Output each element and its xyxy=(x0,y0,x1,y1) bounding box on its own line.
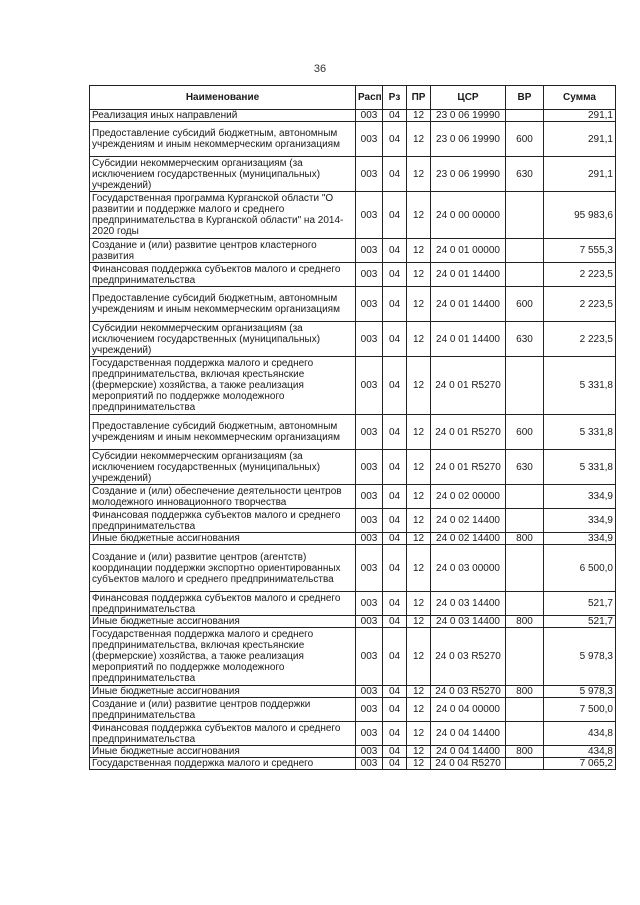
cell-csr: 24 0 03 14400 xyxy=(431,592,506,616)
cell-sum: 434,8 xyxy=(544,746,616,758)
cell-name: Создание и (или) развитие центров (агентств) координации поддержки экспортно ориентированных субъектов малого и среднего предпринимательства xyxy=(90,545,356,592)
cell-csr: 24 0 03 R5270 xyxy=(431,628,506,686)
cell-sum: 521,7 xyxy=(544,592,616,616)
table-row xyxy=(90,746,616,758)
cell-rasp: 003 xyxy=(356,122,383,157)
table-row xyxy=(90,122,616,157)
cell-csr: 24 0 00 00000 xyxy=(431,192,506,239)
cell-sum: 334,9 xyxy=(544,509,616,533)
cell-name: Финансовая поддержка субъектов малого и среднего предпринимательства xyxy=(90,509,356,533)
cell-sum: 5 331,8 xyxy=(544,415,616,450)
cell-pr: 12 xyxy=(407,239,431,263)
cell-csr: 24 0 01 14400 xyxy=(431,287,506,322)
cell-name: Реализация иных направлений xyxy=(90,110,356,122)
cell-csr: 24 0 01 R5270 xyxy=(431,357,506,415)
table-row xyxy=(90,509,616,533)
cell-sum: 7 500,0 xyxy=(544,698,616,722)
cell-vr xyxy=(506,239,544,263)
cell-rasp: 003 xyxy=(356,616,383,628)
cell-vr: 630 xyxy=(506,322,544,357)
table-header-row xyxy=(90,86,616,110)
cell-name: Создание и (или) развитие центров кластерного развития xyxy=(90,239,356,263)
cell-csr: 24 0 02 14400 xyxy=(431,533,506,545)
cell-rz: 04 xyxy=(383,192,407,239)
cell-rasp: 003 xyxy=(356,357,383,415)
cell-vr: 600 xyxy=(506,287,544,322)
cell-rasp: 003 xyxy=(356,592,383,616)
cell-csr: 24 0 01 R5270 xyxy=(431,415,506,450)
cell-rasp: 003 xyxy=(356,450,383,485)
cell-rz: 04 xyxy=(383,698,407,722)
header-vr: ВР xyxy=(506,86,544,110)
cell-sum: 2 223,5 xyxy=(544,322,616,357)
cell-rasp: 003 xyxy=(356,263,383,287)
cell-pr: 12 xyxy=(407,686,431,698)
cell-sum: 5 978,3 xyxy=(544,686,616,698)
cell-pr: 12 xyxy=(407,758,431,770)
cell-pr: 12 xyxy=(407,746,431,758)
header-sum: Сумма xyxy=(544,86,616,110)
header-rasp: Расп xyxy=(356,86,383,110)
budget-table xyxy=(89,85,616,770)
cell-name: Субсидии некоммерческим организациям (за исключением государственных (муниципальных) учреждений) xyxy=(90,157,356,192)
cell-pr: 12 xyxy=(407,110,431,122)
cell-vr xyxy=(506,722,544,746)
cell-name: Субсидии некоммерческим организациям (за исключением государственных (муниципальных) учреждений) xyxy=(90,322,356,357)
table-row xyxy=(90,415,616,450)
table-row xyxy=(90,628,616,686)
table-row xyxy=(90,157,616,192)
cell-sum: 434,8 xyxy=(544,722,616,746)
cell-sum: 334,9 xyxy=(544,533,616,545)
cell-vr: 800 xyxy=(506,533,544,545)
cell-rz: 04 xyxy=(383,287,407,322)
cell-csr: 24 0 04 00000 xyxy=(431,698,506,722)
cell-pr: 12 xyxy=(407,415,431,450)
cell-csr: 24 0 04 14400 xyxy=(431,746,506,758)
cell-pr: 12 xyxy=(407,263,431,287)
cell-pr: 12 xyxy=(407,698,431,722)
cell-name: Предоставление субсидий бюджетным, автономным учреждениям и иным некоммерческим организациям xyxy=(90,287,356,322)
cell-vr xyxy=(506,545,544,592)
table-row xyxy=(90,192,616,239)
cell-pr: 12 xyxy=(407,157,431,192)
cell-rasp: 003 xyxy=(356,533,383,545)
cell-rasp: 003 xyxy=(356,157,383,192)
cell-rz: 04 xyxy=(383,239,407,263)
cell-csr: 24 0 03 R5270 xyxy=(431,686,506,698)
cell-vr xyxy=(506,592,544,616)
cell-rz: 04 xyxy=(383,450,407,485)
cell-csr: 24 0 02 14400 xyxy=(431,509,506,533)
header-csr: ЦСР xyxy=(431,86,506,110)
table-row xyxy=(90,533,616,545)
cell-rz: 04 xyxy=(383,485,407,509)
cell-name: Иные бюджетные ассигнования xyxy=(90,746,356,758)
cell-csr: 24 0 02 00000 xyxy=(431,485,506,509)
cell-vr xyxy=(506,628,544,686)
cell-name: Иные бюджетные ассигнования xyxy=(90,686,356,698)
header-name: Наименование xyxy=(90,86,356,110)
table-row xyxy=(90,758,616,770)
cell-vr: 800 xyxy=(506,616,544,628)
cell-vr xyxy=(506,509,544,533)
cell-rasp: 003 xyxy=(356,110,383,122)
table-row xyxy=(90,450,616,485)
cell-rasp: 003 xyxy=(356,698,383,722)
table-body xyxy=(90,110,616,770)
cell-name: Государственная программа Курганской области "О развитии и поддержке малого и среднего предпринимательства в Курганской области" на 2014-2020 годы xyxy=(90,192,356,239)
cell-sum: 2 223,5 xyxy=(544,287,616,322)
cell-rasp: 003 xyxy=(356,686,383,698)
cell-name: Государственная поддержка малого и среднего предпринимательства, включая крестьянские (фермерские) хозяйства, а также реализация мероприятий по поддержке молодежного предпринимательства xyxy=(90,357,356,415)
cell-pr: 12 xyxy=(407,592,431,616)
cell-pr: 12 xyxy=(407,322,431,357)
table-row xyxy=(90,357,616,415)
cell-sum: 521,7 xyxy=(544,616,616,628)
cell-pr: 12 xyxy=(407,287,431,322)
header-rz: Рз xyxy=(383,86,407,110)
cell-sum: 291,1 xyxy=(544,122,616,157)
cell-rasp: 003 xyxy=(356,758,383,770)
cell-name: Предоставление субсидий бюджетным, автономным учреждениям и иным некоммерческим организациям xyxy=(90,415,356,450)
cell-vr xyxy=(506,758,544,770)
cell-pr: 12 xyxy=(407,192,431,239)
cell-pr: 12 xyxy=(407,357,431,415)
cell-rasp: 003 xyxy=(356,722,383,746)
cell-rasp: 003 xyxy=(356,746,383,758)
cell-csr: 23 0 06 19990 xyxy=(431,122,506,157)
cell-rz: 04 xyxy=(383,157,407,192)
cell-name: Предоставление субсидий бюджетным, автономным учреждениям и иным некоммерческим организациям xyxy=(90,122,356,157)
cell-vr xyxy=(506,263,544,287)
cell-sum: 291,1 xyxy=(544,157,616,192)
cell-sum: 7 065,2 xyxy=(544,758,616,770)
cell-rz: 04 xyxy=(383,686,407,698)
cell-pr: 12 xyxy=(407,122,431,157)
cell-rz: 04 xyxy=(383,746,407,758)
cell-name: Иные бюджетные ассигнования xyxy=(90,533,356,545)
cell-pr: 12 xyxy=(407,616,431,628)
cell-rz: 04 xyxy=(383,263,407,287)
cell-vr: 800 xyxy=(506,746,544,758)
cell-name: Создание и (или) развитие центров поддержки предпринимательства xyxy=(90,698,356,722)
cell-pr: 12 xyxy=(407,450,431,485)
cell-sum: 5 331,8 xyxy=(544,450,616,485)
table-row xyxy=(90,722,616,746)
cell-csr: 23 0 06 19990 xyxy=(431,157,506,192)
cell-vr xyxy=(506,192,544,239)
cell-rz: 04 xyxy=(383,722,407,746)
cell-rasp: 003 xyxy=(356,239,383,263)
cell-csr: 24 0 01 R5270 xyxy=(431,450,506,485)
table-row xyxy=(90,545,616,592)
cell-pr: 12 xyxy=(407,485,431,509)
cell-csr: 24 0 03 14400 xyxy=(431,616,506,628)
cell-sum: 2 223,5 xyxy=(544,263,616,287)
table-row xyxy=(90,592,616,616)
cell-rasp: 003 xyxy=(356,287,383,322)
cell-vr: 630 xyxy=(506,450,544,485)
cell-pr: 12 xyxy=(407,545,431,592)
cell-csr: 23 0 06 19990 xyxy=(431,110,506,122)
cell-rz: 04 xyxy=(383,110,407,122)
cell-name: Государственная поддержка малого и среднего xyxy=(90,758,356,770)
cell-pr: 12 xyxy=(407,533,431,545)
cell-rz: 04 xyxy=(383,545,407,592)
cell-rasp: 003 xyxy=(356,322,383,357)
cell-rasp: 003 xyxy=(356,509,383,533)
cell-csr: 24 0 01 14400 xyxy=(431,322,506,357)
cell-csr: 24 0 03 00000 xyxy=(431,545,506,592)
page-number: 36 xyxy=(313,63,327,75)
cell-vr: 630 xyxy=(506,157,544,192)
cell-csr: 24 0 01 14400 xyxy=(431,263,506,287)
cell-vr: 600 xyxy=(506,415,544,450)
cell-rz: 04 xyxy=(383,415,407,450)
cell-rasp: 003 xyxy=(356,628,383,686)
table-row xyxy=(90,686,616,698)
cell-rz: 04 xyxy=(383,322,407,357)
cell-rz: 04 xyxy=(383,592,407,616)
cell-vr xyxy=(506,357,544,415)
cell-vr: 800 xyxy=(506,686,544,698)
cell-rz: 04 xyxy=(383,758,407,770)
cell-rz: 04 xyxy=(383,533,407,545)
cell-name: Субсидии некоммерческим организациям (за исключением государственных (муниципальных) учреждений) xyxy=(90,450,356,485)
header-pr: ПР xyxy=(407,86,431,110)
cell-rasp: 003 xyxy=(356,545,383,592)
cell-rasp: 003 xyxy=(356,415,383,450)
cell-csr: 24 0 04 14400 xyxy=(431,722,506,746)
cell-rz: 04 xyxy=(383,628,407,686)
table-row xyxy=(90,485,616,509)
cell-csr: 24 0 01 00000 xyxy=(431,239,506,263)
cell-name: Государственная поддержка малого и среднего предпринимательства, включая крестьянские (фермерские) хозяйства, а также реализация мероприятий по поддержке молодежного предпринимательства xyxy=(90,628,356,686)
cell-sum: 5 331,8 xyxy=(544,357,616,415)
cell-rz: 04 xyxy=(383,357,407,415)
table-row xyxy=(90,239,616,263)
cell-vr xyxy=(506,698,544,722)
cell-sum: 334,9 xyxy=(544,485,616,509)
cell-rasp: 003 xyxy=(356,192,383,239)
cell-name: Создание и (или) обеспечение деятельности центров молодежного инновационного творчества xyxy=(90,485,356,509)
cell-vr xyxy=(506,110,544,122)
cell-sum: 291,1 xyxy=(544,110,616,122)
table-row xyxy=(90,616,616,628)
cell-name: Финансовая поддержка субъектов малого и среднего предпринимательства xyxy=(90,263,356,287)
cell-pr: 12 xyxy=(407,722,431,746)
cell-vr xyxy=(506,485,544,509)
table-row xyxy=(90,110,616,122)
cell-vr: 600 xyxy=(506,122,544,157)
table-row xyxy=(90,287,616,322)
cell-sum: 6 500,0 xyxy=(544,545,616,592)
table-row xyxy=(90,698,616,722)
cell-name: Иные бюджетные ассигнования xyxy=(90,616,356,628)
cell-csr: 24 0 04 R5270 xyxy=(431,758,506,770)
cell-pr: 12 xyxy=(407,628,431,686)
cell-rasp: 003 xyxy=(356,485,383,509)
cell-rz: 04 xyxy=(383,122,407,157)
cell-name: Финансовая поддержка субъектов малого и среднего предпринимательства xyxy=(90,592,356,616)
cell-pr: 12 xyxy=(407,509,431,533)
cell-rz: 04 xyxy=(383,616,407,628)
cell-name: Финансовая поддержка субъектов малого и среднего предпринимательства xyxy=(90,722,356,746)
table-row xyxy=(90,322,616,357)
cell-sum: 5 978,3 xyxy=(544,628,616,686)
cell-sum: 95 983,6 xyxy=(544,192,616,239)
table-row xyxy=(90,263,616,287)
cell-sum: 7 555,3 xyxy=(544,239,616,263)
cell-rz: 04 xyxy=(383,509,407,533)
